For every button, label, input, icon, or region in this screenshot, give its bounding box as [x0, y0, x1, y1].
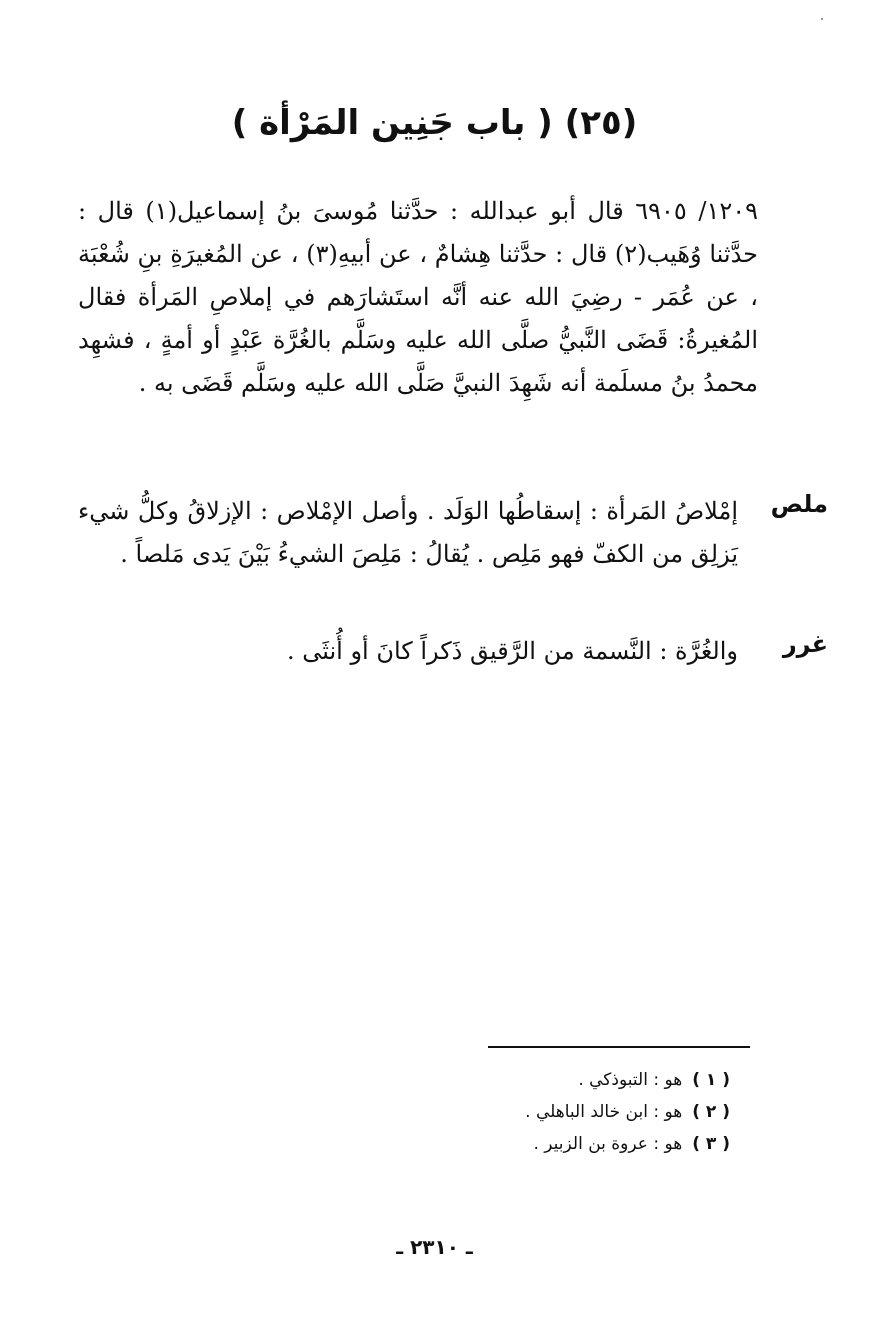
footnote-item — [430, 1064, 730, 1096]
page-number: ـ ٢٣١٠ ـ — [396, 1235, 473, 1259]
glossary-entry — [78, 490, 828, 576]
footnote-text: هو : ابن خالد الباهلي . — [525, 1102, 683, 1122]
footnotes — [430, 1064, 730, 1160]
footnote-text: هو : التبوذكي . — [578, 1070, 683, 1090]
scan-speck — [821, 18, 823, 20]
glossary-term: غرر — [782, 630, 828, 658]
footnote-number: ( ١ ) — [692, 1070, 730, 1090]
footnote-item — [430, 1128, 730, 1160]
footnote-number: ( ٢ ) — [692, 1102, 730, 1122]
footnote-item — [430, 1096, 730, 1128]
glossary-entry — [78, 630, 828, 673]
glossary-definition: والغُرَّة : النَّسمة من الرَّقيق ذَكراً كانَ أو أُنثَى . — [286, 637, 738, 665]
hadith-text: ١٢٠٩/ ٦٩٠٥ قال أبو عبدالله : حدَّثنا مُوسىَ بنُ إسماعيل(١) قال : حدَّثنا وُهَيب(٢) قال : حدَّثنا هِشامٌ ، عن أبيهِ(٣) ، عن المُغيرَةِ بنِ شُعْبَة ، عن عُمَر - رضِيَ الله عنه أنَّه استَشارَهم في إملاصِ المَرأة فقال المُغيرةُ: قَضَى النَّبيُّ صلَّى الله عليه وسَلَّم بالغُرَّة عَبْدٍ أو أمةٍ ، فشهِد محمدُ بنُ مسلَمة أنه شَهِدَ النبيَّ صَلَّى الله عليه وسَلَّم قَضَى به . — [78, 197, 759, 397]
footnote-text: هو : عروة بن الزبير . — [533, 1134, 683, 1154]
footnote-divider — [488, 1046, 750, 1048]
chapter-title: (٢٥) ( باب جَنِين المَرْأة ) — [231, 103, 638, 143]
glossary-term: ملص — [770, 490, 828, 518]
footnote-number: ( ٣ ) — [692, 1134, 730, 1154]
glossary-definition: إمْلاصُ المَرأة : إسقاطُها الوَلَد . وأصل الإمْلاص : الإزلاقُ وكلُّ شيء يَزلِق من الكفّ فهو مَلِص . يُقالُ : مَلِصَ الشيءُ بَيْنَ يَدى مَلصاً . — [78, 497, 738, 568]
